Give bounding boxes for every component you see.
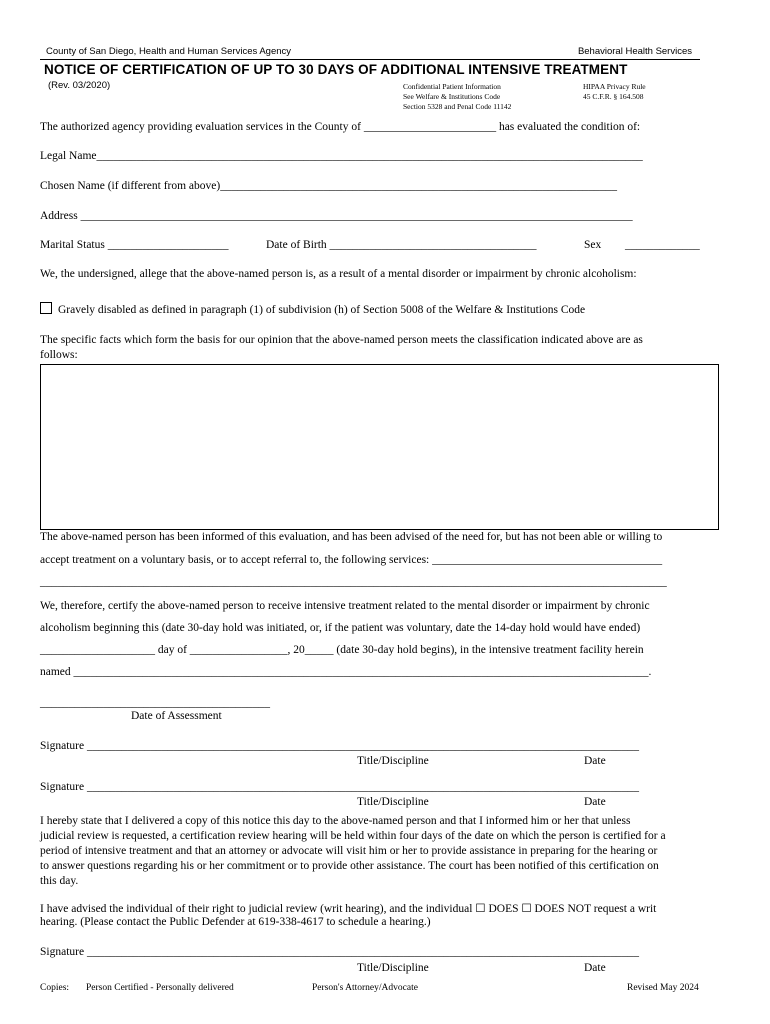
delivery-line-5: this day. bbox=[40, 875, 79, 887]
confidential-line-2: See Welfare & Institutions Code bbox=[403, 92, 501, 101]
date-label-3: Date bbox=[584, 962, 606, 974]
facts-textarea[interactable] bbox=[40, 364, 719, 530]
marital-status-field[interactable]: Marital Status _____________________ bbox=[40, 239, 229, 251]
delivery-line-1: I hereby state that I delivered a copy of this notice this day to the above-named person and that I informed him or her that unless bbox=[40, 815, 631, 827]
date-of-birth-field[interactable]: Date of Birth ____________________________________ bbox=[266, 239, 537, 251]
gravely-disabled-label: Gravely disabled as defined in paragraph (1) of subdivision (h) of Section 5008 of the Welfare & Institutions Code bbox=[58, 304, 586, 316]
services-field-continued[interactable]: _____________________________________________________________________________________________________________ bbox=[40, 576, 667, 588]
copy-attorney-advocate: Person's Attorney/Advocate bbox=[312, 983, 418, 993]
signature-field-1[interactable]: Signature ________________________________________________________________________________________________ bbox=[40, 740, 639, 752]
hold-begin-date-field[interactable]: ____________________ day of _________________, 20_____ (date 30-day hold begins), in the intensive treatment facility herein bbox=[40, 644, 644, 656]
delivery-line-2: judicial review is requested, a certification review hearing will be held within four days of the date on which the person is certified for a bbox=[40, 830, 666, 842]
confidential-notice bbox=[403, 82, 511, 112]
assessment-date-field[interactable]: ________________________________________ bbox=[40, 697, 270, 709]
facts-intro-line-1: The specific facts which form the basis for our opinion that the above-named person meets the classification indicated above are as bbox=[40, 334, 643, 346]
writ-request-line[interactable]: I have advised the individual of their right to judicial review (writ hearing), and the individual ☐ DOES ☐ DOES NOT request a writ bbox=[40, 903, 657, 915]
hipaa-notice bbox=[583, 82, 646, 102]
date-label-2: Date bbox=[584, 796, 606, 808]
chosen-name-field[interactable]: Chosen Name (if different from above)_____________________________________________________________________ bbox=[40, 180, 617, 192]
copies-label: Copies: bbox=[40, 983, 70, 993]
assessment-date-label: Date of Assessment bbox=[131, 710, 222, 722]
confidential-line-3: Section 5328 and Penal Code 11142 bbox=[403, 102, 512, 111]
certify-line-1: We, therefore, certify the above-named person to receive intensive treatment related to the mental disorder or impairment by chronic bbox=[40, 600, 650, 612]
confidential-line-1: Confidential Patient Information bbox=[403, 82, 501, 91]
facts-intro-line-2: follows: bbox=[40, 349, 78, 361]
revision-label: (Rev. 03/2020) bbox=[48, 80, 111, 91]
copy-person-certified: Person Certified - Personally delivered bbox=[86, 983, 234, 993]
services-field[interactable]: accept treatment on a voluntary basis, or to accept referral to, the following services: ________________________________________ bbox=[40, 554, 663, 566]
address-field[interactable]: Address ________________________________________________________________________________________________ bbox=[40, 210, 633, 222]
agency-county-field[interactable]: The authorized agency providing evaluation services in the County of _______________________ has evaluated the condition of: bbox=[40, 121, 641, 133]
title-discipline-label-3: Title/Discipline bbox=[357, 962, 429, 974]
allegation-text: We, the undersigned, allege that the above-named person is, as a result of a mental disorder or impairment by chronic alcoholism: bbox=[40, 268, 637, 280]
hipaa-line-1: HIPAA Privacy Rule bbox=[583, 82, 646, 91]
form-title: NOTICE OF CERTIFICATION OF UP TO 30 DAYS OF ADDITIONAL INTENSIVE TREATMENT bbox=[44, 62, 628, 77]
gravely-disabled-checkbox[interactable] bbox=[40, 302, 52, 314]
sex-label: Sex bbox=[584, 239, 602, 251]
legal-name-field[interactable]: Legal Name_______________________________________________________________________________________________ bbox=[40, 150, 643, 162]
informed-line-1: The above-named person has been informed of this evaluation, and has been advised of the need for, but has not been able or willing to bbox=[40, 531, 663, 543]
certify-line-2: alcoholism beginning this (date 30-day hold was initiated, or, if the patient was voluntary, date the 14-day hold would have ended) bbox=[40, 622, 641, 634]
delivery-line-4: to answer questions regarding his or her commitment or to provide other assistance. The court has been notified of this certification on bbox=[40, 860, 659, 872]
facility-name-field[interactable]: named ____________________________________________________________________________________________________. bbox=[40, 666, 652, 678]
revised-date: Revised May 2024 bbox=[627, 983, 699, 993]
title-discipline-label-2: Title/Discipline bbox=[357, 796, 429, 808]
header-divider bbox=[40, 59, 700, 60]
delivery-line-3: period of intensive treatment and that an attorney or advocate will visit him or her to provide assistance in preparing for the hearing or bbox=[40, 845, 658, 857]
public-defender-line: hearing. (Please contact the Public Defender at 619-338-4617 to schedule a hearing.) bbox=[40, 916, 431, 928]
gravely-disabled-option[interactable] bbox=[40, 302, 585, 316]
department-header: Behavioral Health Services bbox=[577, 46, 692, 57]
sex-field[interactable]: _____________ bbox=[625, 239, 700, 251]
signature-field-3[interactable]: Signature ________________________________________________________________________________________________ bbox=[40, 946, 639, 958]
date-label-1: Date bbox=[584, 755, 606, 767]
hipaa-line-2: 45 C.F.R. § 164.508 bbox=[583, 92, 644, 101]
signature-field-2[interactable]: Signature ________________________________________________________________________________________________ bbox=[40, 781, 639, 793]
title-discipline-label-1: Title/Discipline bbox=[357, 755, 429, 767]
agency-header: County of San Diego, Health and Human Services Agency bbox=[46, 46, 292, 57]
